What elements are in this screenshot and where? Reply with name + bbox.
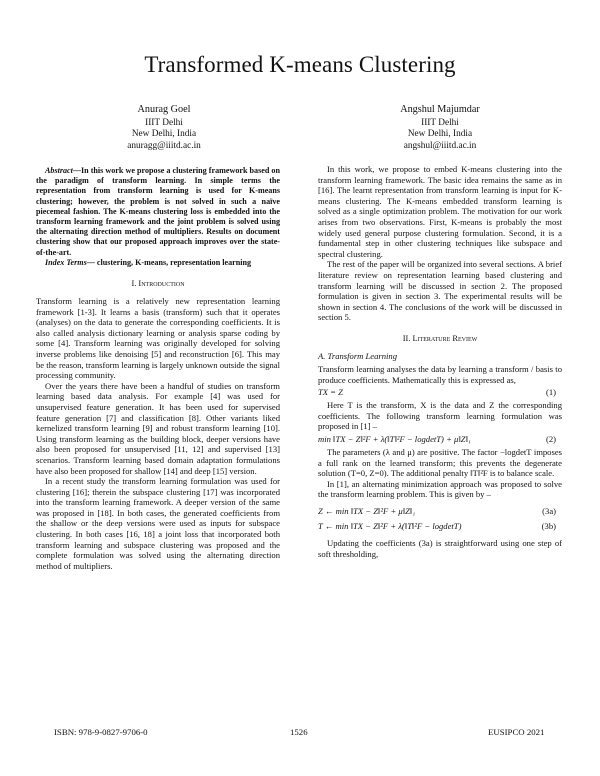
equation-2-number: (2) xyxy=(545,434,556,445)
body-paragraph-7: Updating the coefficients (3a) is straightforward using one step of soft thresholding, xyxy=(318,538,562,559)
author-location: New Delhi, India xyxy=(407,129,473,140)
equation-2-body: min ‖TX − Z‖²F + λ(‖T‖²F − logdetT) + μ‖Z‖₁ xyxy=(318,434,471,445)
equation-3b xyxy=(318,519,562,534)
equation-1-body: TX = Z xyxy=(318,387,343,398)
author-name: Angshul Majumdar xyxy=(400,104,480,115)
footer-venue: EUSIPCO 2021 xyxy=(488,727,545,737)
body-paragraph-1: In this work, we propose to embed K-means clustering into the transform learning framework. The basic idea remains the same as in [16]. The learnt representation from transform learning is input for K-means clustering. The K-means embedded transform learning is solved as a single optimization problem. The motivation for our work arises from two observations. First, K-means is probably the most widely used general purpose clustering formulation. Second, it is a fundamental step in other clustering techniques like subspace and spectral clustering. xyxy=(318,164,562,259)
equation-2 xyxy=(318,432,562,447)
footer-isbn: ISBN: 978-9-0827-9706-0 xyxy=(54,727,148,737)
body-paragraph-4: Here T is the transform, X is the data and Z the corresponding coefficients. The following transform learning formulation was proposed in [1] – xyxy=(318,400,562,432)
equation-3a-number: (3a) xyxy=(542,506,556,517)
author-block-1 xyxy=(64,104,264,152)
body-paragraph-2: The rest of the paper will be organized into several sections. A brief literature review on representation learning based clustering and transform learning will be discussed in section 2. The proposed formulation is given in section 3. The experimental results will be shown in section 4. The conclusions of the work will be discussed in section 5. xyxy=(318,259,562,323)
author-affiliation: IIIT Delhi xyxy=(145,118,183,129)
equation-3a-body: Z ← min ‖TX − Z‖²F + μ‖Z‖₁ xyxy=(318,506,416,517)
index-terms-text: — clustering, K-means, representation learning xyxy=(86,257,252,267)
footer-page-number: 1526 xyxy=(290,727,308,737)
intro-paragraph-1: Transform learning is a relatively new representation learning framework [1-3]. It learns a basis (transform) such that it operates (analyses) on the data to generate the corresponding coefficients. It is also called analysis dictionary learning or analysis sparse coding by some [4]. Transform learning was originally developed for solving inverse problems like denoising [5] and reconstruction [6]. This may be the reason, transform learning is largely unknown outside the signal processing community. xyxy=(36,296,280,381)
body-paragraph-5: The parameters (λ and μ) are positive. The factor −logdetT imposes a full rank on the learned transform; this prevents the degenerate solution (T=0, Z=0). The additional penalty ‖T‖²F is to balance scale. xyxy=(318,447,562,479)
intro-paragraph-2: Over the years there have been a handful of studies on transform learning based data analysis. For example [4] was used for unsupervised feature generation. It has been used for supervised feature generation [7] and classification [8]. Other variants liked kernelized transform learning [9] and robust transform learning [10]. Using transform learning as the building block, deeper versions have also been proposed for unsupervised [11, 12] and supervised [13] scenarios. Transform learning based domain adaptation formulations have also been proposed for shallow [14] and deep [15] version. xyxy=(36,380,280,476)
right-column xyxy=(318,164,562,559)
subsection-heading-transform-learning: A. Transform Learning xyxy=(318,350,398,361)
abstract-text: —In this work we propose a clustering framework based on the paradigm of transform learning. In simple terms the representation from transform learning is used for K-means clustering; however, the problem is not solved in such a naïve piecemeal fashion. The K-means clustering loss is embedded into the transform learning framework and the joint problem is solved using the alternating direction method of multipliers. Results on document clustering show that our proposed approach improves over the state-of-the-art. xyxy=(36,166,280,257)
author-location: New Delhi, India xyxy=(131,129,197,140)
intro-paragraph-3: In a recent study the transform learning formulation was used for clustering [16]; therein the subspace clustering [17] was incorporated into the transform learning framework. A deeper version of the same was proposed in [18]. In both cases, the generated coefficients from the shallow or the deep versions were used as inputs for subspace clustering. In both cases [16, 18] a joint loss that incorporated both transform learning and subspace clustering was proposed and the complete formulation was solved using the alternating direction method of multipliers. xyxy=(36,476,280,571)
equation-3a xyxy=(318,504,562,519)
equation-1 xyxy=(318,385,562,400)
equation-1-number: (1) xyxy=(545,387,556,398)
left-column xyxy=(36,166,280,571)
equation-3b-number: (3b) xyxy=(541,521,556,532)
abstract-lead: Abstract xyxy=(45,166,73,175)
section-heading-introduction: I. Introduction xyxy=(131,279,185,289)
author-affiliation: IIIT Delhi xyxy=(421,118,459,129)
author-email: angshul@iiitd.ac.in xyxy=(403,140,477,151)
paper-title: Transformed K-means Clustering xyxy=(144,52,456,77)
abstract xyxy=(36,166,280,258)
author-name: Anurag Goel xyxy=(137,104,191,115)
body-paragraph-6: In [1], an alternating minimization approach was proposed to solve the transform learning problem. This is given by – xyxy=(318,478,562,500)
body-paragraph-3: Transform learning analyses the data by learning a transform / basis to produce coefficients. Mathematically this is expressed as, xyxy=(318,364,562,385)
section-heading-literature-review: II. Literature Review xyxy=(402,333,478,343)
equation-3b-body: T ← min ‖TX − Z‖²F + λ(‖T‖²F − logdetT) xyxy=(318,521,462,532)
index-terms xyxy=(36,258,280,269)
author-email: anuragg@iiitd.ac.in xyxy=(127,140,201,151)
index-terms-lead: Index Terms xyxy=(45,257,87,267)
author-block-2 xyxy=(340,104,540,152)
